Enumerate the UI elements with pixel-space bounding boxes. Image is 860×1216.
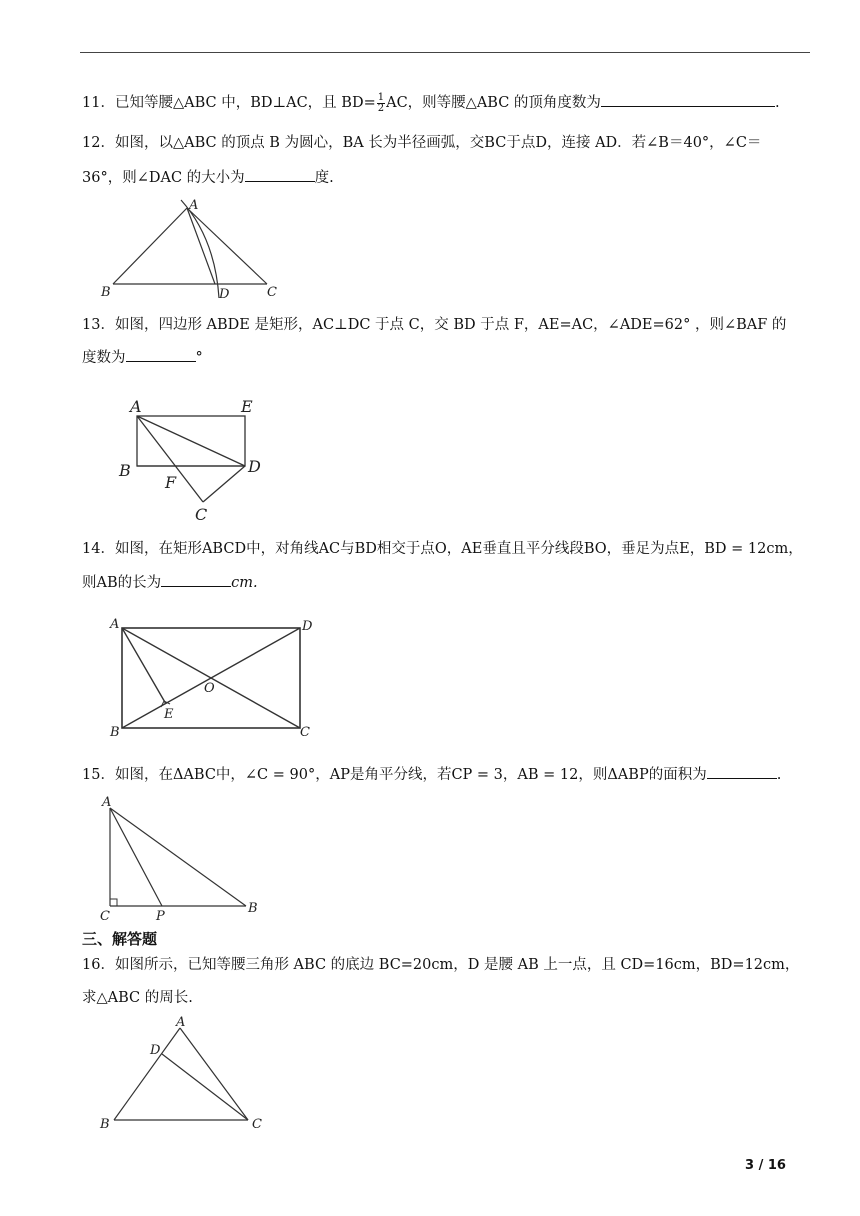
q13-line1: 13．如图，四边形 ABDE 是矩形，AC⊥DC 于点 C，交 BD 于点 F，AE=AC，∠ADE=62° ，则∠BAF 的 [82, 317, 787, 333]
label-c: C [195, 505, 208, 524]
label-d: D [150, 1043, 161, 1058]
question-12 [82, 132, 761, 189]
answer-blank-14 [161, 572, 231, 587]
segment-ac [187, 208, 267, 284]
q14-line2-post: cm. [231, 575, 258, 591]
q13-line2-post: ° [195, 350, 203, 366]
label-d: D [248, 457, 261, 476]
segment-ad [187, 208, 215, 284]
question-13 [82, 314, 786, 369]
fraction-half [377, 93, 385, 114]
q16-line2: 求△ABC 的周长. [82, 990, 193, 1006]
label-b: B [110, 725, 120, 740]
label-b: B [119, 461, 131, 480]
label-o: O [204, 681, 215, 696]
q15-end: . [776, 767, 782, 783]
question-11 [82, 92, 780, 114]
label-a: A [110, 617, 120, 632]
label-c: C [252, 1117, 262, 1132]
label-d: D [219, 287, 230, 302]
question-16 [82, 954, 799, 1009]
label-a: A [176, 1015, 186, 1030]
q11-text-pre: 11．已知等腰△ABC 中，BD⊥AC，且 BD= [82, 95, 376, 111]
answer-blank-12 [245, 167, 315, 182]
segment-ab [110, 808, 246, 906]
label-d: D [302, 619, 313, 634]
question-15 [82, 764, 781, 786]
fraction-numerator: 1 [377, 91, 385, 103]
label-c: C [300, 725, 310, 740]
label-a: A [130, 397, 142, 416]
page-number: 3 / 16 [745, 1158, 786, 1173]
segment-ab [113, 208, 187, 284]
label-b: B [100, 1117, 110, 1132]
segment-ab [114, 1028, 180, 1120]
label-e: E [164, 707, 174, 722]
fraction-denominator: 2 [377, 102, 385, 114]
segment-ac [180, 1028, 248, 1120]
arc [181, 200, 219, 298]
answer-blank-11 [601, 92, 775, 107]
answer-blank-15 [707, 764, 777, 779]
q16-line1: 16．如图所示，已知等腰三角形 ABC 的底边 BC=20cm，D 是腰 AB 上一点，且 CD=16cm，BD=12cm， [82, 957, 800, 973]
q11-text-post: AC，则等腰△ABC 的顶角度数为 [386, 95, 601, 111]
diagonal-ad [137, 416, 245, 466]
q12-line2-pre: 36°，则∠DAC 的大小为 [82, 170, 245, 186]
segment-cd [203, 466, 245, 502]
label-a: A [189, 198, 199, 213]
segment-dc [162, 1054, 248, 1120]
right-angle-mark [110, 899, 117, 906]
label-c: C [100, 909, 110, 924]
q12-line2-post: 度. [314, 170, 334, 186]
label-c: C [267, 285, 277, 300]
figure-q12 [95, 198, 285, 302]
label-b: B [248, 901, 258, 916]
label-e: E [241, 397, 253, 416]
segment-ae [122, 628, 166, 704]
figure-q16 [96, 1014, 272, 1132]
label-a: A [102, 795, 112, 810]
label-f: F [165, 473, 177, 492]
q13-line2-pre: 度数为 [82, 350, 126, 366]
question-14 [82, 538, 803, 594]
figure-q14 [104, 616, 326, 742]
q14-line1: 14．如图，在矩形ABCD中，对角线AC与BD相交于点O，AE垂直且平分线段BO，垂足为点E，BD = 12cm， [82, 541, 803, 557]
label-p: P [156, 909, 165, 924]
label-b: B [101, 285, 111, 300]
q15-text: 15．如图，在ΔABC中，∠C = 90°，AP是角平分线，若CP = 3，AB = 12，则ΔABP的面积为 [82, 767, 707, 783]
q14-line2-pre: 则AB的长为 [82, 575, 162, 591]
header-rule [80, 52, 810, 53]
q11-end: . [774, 95, 780, 111]
figure-q15 [96, 794, 268, 922]
segment-ap [110, 808, 162, 906]
figure-q13 [110, 394, 270, 526]
q12-line1: 12．如图，以△ABC 的顶点 B 为圆心，BA 长为半径画弧，交BC于点D，连接 AD．若∠B＝40°，∠C＝ [82, 135, 762, 151]
answer-blank-13 [126, 347, 196, 362]
section-title: 三、解答题 [82, 930, 158, 948]
